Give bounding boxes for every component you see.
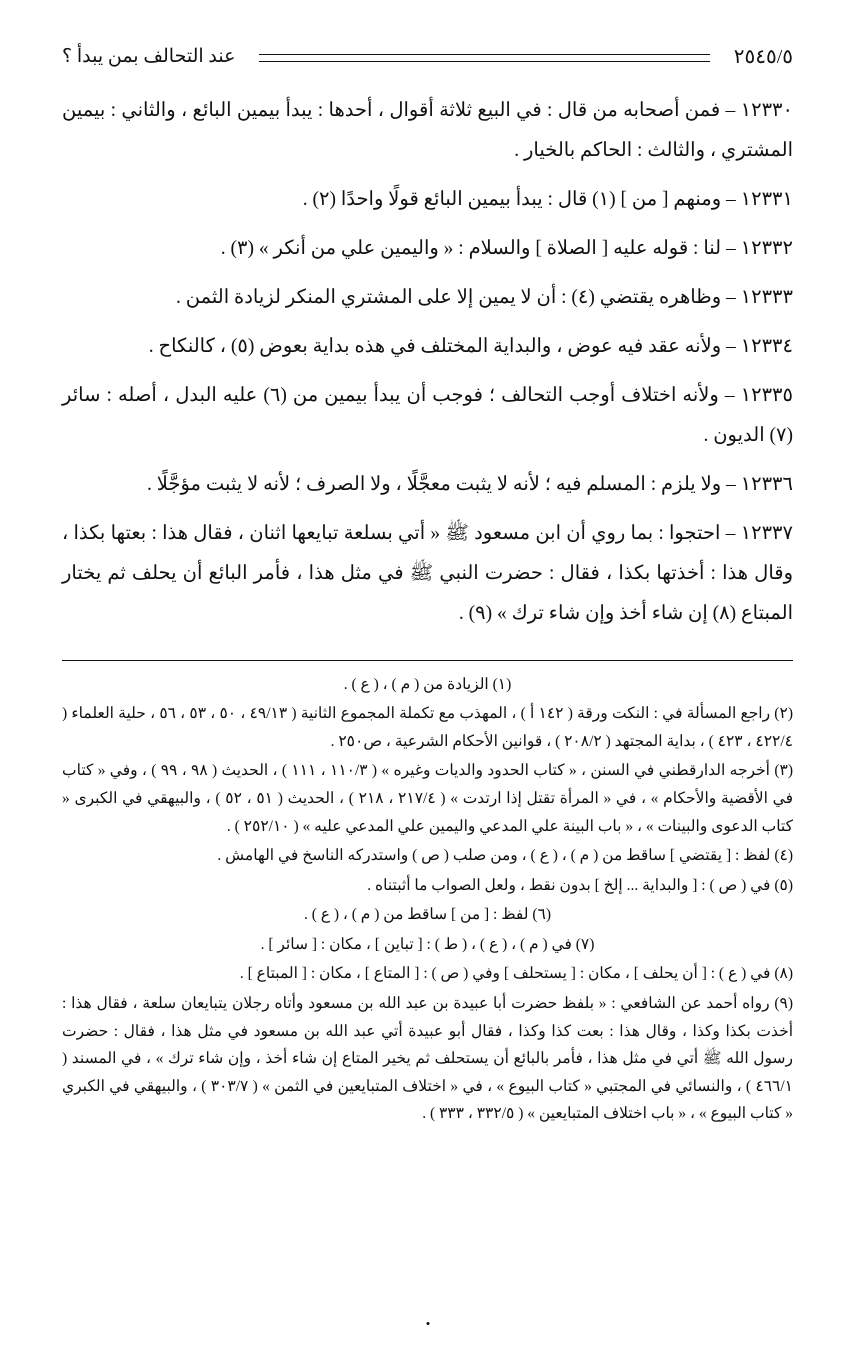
header-divider-rule	[259, 54, 709, 62]
footnote-item: (٩) رواه أحمد عن الشافعي : « بلفظ حضرت أبا عبيدة بن عبد الله بن مسعود وأتاه رجلان يتبايعان سلعة ، فقال هذا : أخذت بكذا وكذا ، وقال هذا : بعت كذا وكذا ، فقال أبو عبيدة أتي عبد الله بن مسعود في مثل هذا ، فقال : حضرت رسول الله ﷺ أتي في مثل هذا ، فأمر بالبائع أن يستحلف ثم يخير المتاع إن شاء أخذ ، وإن شاء ترك » ، في المسند ( ٤٦٦/١ ) ، والنسائي في المجتبي « كتاب البيوع » ، في « اختلاف المتبايعين في الثمن » ( ٣٠٣/٧ ) ، والبيهقي في الكبري « كتاب البيوع » ، « باب اختلاف المتبايعين » ( ٣٣٢/٥ ، ٣٣٣ ) .	[62, 994, 793, 1123]
footnotes-section	[62, 671, 793, 1128]
page-number: ٢٥٤٥/٥	[733, 46, 793, 68]
footnote-item: (٢) راجع المسألة في : النكت ورقة ( ١٤٢ أ ) ، المهذب مع تكملة المجموع الثانية ( ٤٩/١٣ ، ٥٠ ، ٥٣ ، ٥٦ ، حلية العلماء ( ٤٢٢/٤ ، ٤٢٣ ) ، بداية المجتهد ( ٢٠٨/٢ ) ، قوانين الأحكام الشرعية ، ص٢٥٠ .	[62, 705, 793, 750]
body-text	[62, 91, 793, 634]
paragraph: ١٢٣٣٢ – لنا : قوله عليه [ الصلاة ] والسلام : « واليمين علي من أنكر » (٣) .	[220, 237, 793, 259]
footnote-separator	[62, 660, 793, 661]
footnote-item: (٣) أخرجه الدارقطني في السنن ، « كتاب الحدود والديات وغيره » ( ١١٠/٣ ، ١١١ ) ، الحديث ( ٩٨ ، ٩٩ ) ، وفي « كتاب في الأقضية والأحكام » ، في « المرأة تقتل إذا ارتدت » ( ٢١٧/٤ ، ٢١٨ ) ، الحديث ( ٥١ ، ٥٢ ) ، والبيهقي في الكبرى « كتاب الدعوى والبينات » ، « باب البينة علي المدعي واليمين علي المدعي عليه » ( ٢٥٢/١٠ ) .	[62, 762, 793, 835]
page-bottom-mark	[426, 1322, 429, 1325]
footnote-item: (٤) لفظ : [ يقتضي ] ساقط من ( م ) ، ( ع ) ، ومن صلب ( ص ) واستدركه الناسخ في الهامش .	[217, 847, 793, 865]
page-header	[62, 44, 793, 69]
paragraph: ١٢٣٣٥ – ولأنه اختلاف أوجب التحالف ؛ فوجب أن يبدأ بيمين من (٦) عليه البدل ، أصله : سائر (٧) الديون .	[62, 384, 794, 446]
paragraph: ١٢٣٣٣ – وظاهره يقتضي (٤) : أن لا يمين إلا على المشتري المنكر لزيادة الثمن .	[176, 286, 793, 308]
footnote-item: (٧) في ( م ) ، ( ع ) ، ( ط ) : [ تباين ] ، مكان : [ سائر ] .	[260, 935, 595, 953]
header-title: عند التحالف بمن يبدأ ؟	[62, 46, 236, 67]
footnote-item: (١) الزيادة من ( م ) ، ( ع ) .	[343, 675, 512, 693]
footnote-item: (٨) في ( ع ) : [ أن يحلف ] ، مكان : [ يستحلف ] وفي ( ص ) : [ المتاع ] ، مكان : [ المبتاع ] .	[239, 965, 793, 983]
footnote-item: (٦) لفظ : [ من ] ساقط من ( م ) ، ( ع ) .	[303, 906, 552, 924]
paragraph: ١٢٣٣٤ – ولأنه عقد فيه عوض ، والبداية المختلف في هذه بداية بعوض (٥) ، كالنكاح .	[148, 335, 793, 357]
footnote-item: (٥) في ( ص ) : [ والبداية ... إلخ ] بدون نقط ، ولعل الصواب ما أثبتناه .	[367, 876, 793, 894]
paragraph: ١٢٣٣٠ – فمن أصحابه من قال : في البيع ثلاثة أقوال ، أحدها : يبدأ بيمين البائع ، والثاني : بيمين المشتري ، والثالث : الحاكم بالخيار .	[62, 100, 793, 161]
paragraph: ١٢٣٣٧ – احتجوا : بما روي أن ابن مسعود ﷺ « أتي بسلعة تبايعها اثنان ، فقال هذا : بعتها بكذا ، وقال هذا : أخذتها بكذا ، فقال : حضرت النبي ﷺ في مثل هذا ، فأمر البائع أن يحلف ثم يختار المبتاع (٨) إن شاء أخذ وإن شاء ترك » (٩) .	[62, 522, 793, 624]
paragraph: ١٢٣٣١ – ومنهم [ من ] (١) قال : يبدأ بيمين البائع قولًا واحدًا (٢) .	[302, 188, 793, 210]
paragraph: ١٢٣٣٦ – ولا يلزم : المسلم فيه ؛ لأنه لا يثبت معجَّلًا ، ولا الصرف ؛ لأنه لا يثبت مؤجَّلًا .	[147, 473, 793, 495]
